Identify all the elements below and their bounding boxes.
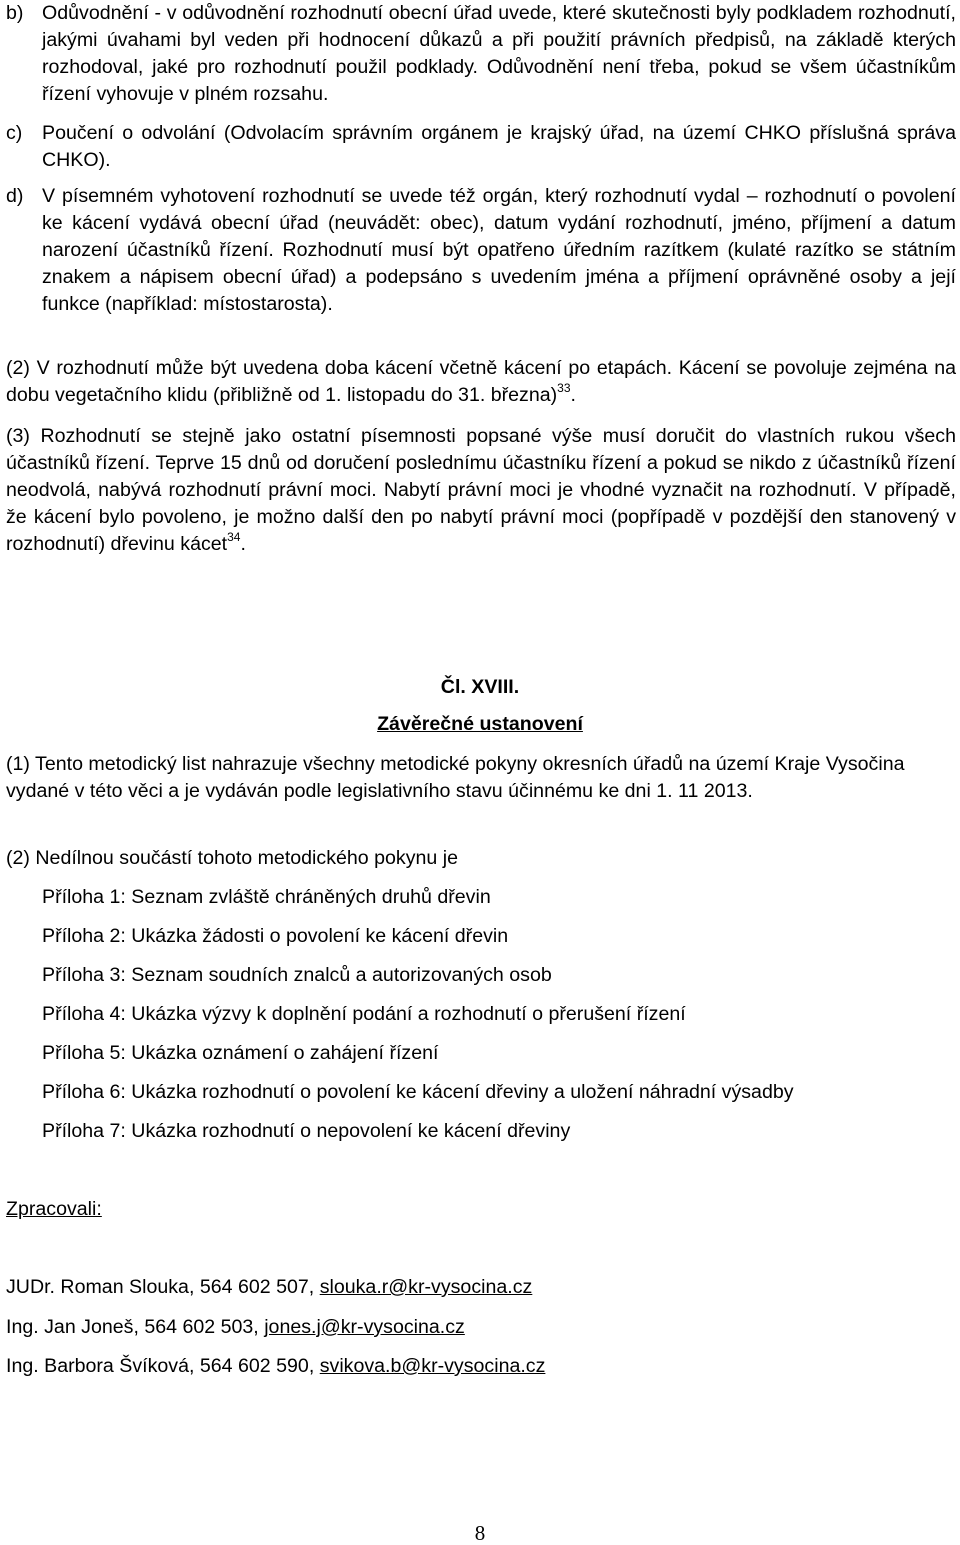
paragraph-c-appeal-notice: Poučení o odvolání (Odvolacím správním orgánem je krajský úřad, na území CHKO příslušná správa CHKO). <box>42 122 956 171</box>
article-title: Závěrečné ustanovení <box>377 713 583 735</box>
attachment-item: Příloha 6: Ukázka rozhodnutí o povolení ke kácení dřeviny a uložení náhradní výsadby <box>42 1081 794 1103</box>
author-name-phone: Ing. Barbora Švíková, 564 602 590, <box>6 1355 320 1377</box>
paragraph-3-tail: . <box>240 533 246 555</box>
author-email-link[interactable]: slouka.r@kr-vysocina.cz <box>319 1276 533 1298</box>
paragraph-2-tail: . <box>570 384 576 406</box>
item-marker-d: d) <box>6 185 24 207</box>
attachment-item: Příloha 1: Seznam zvláště chráněných druhů dřevin <box>42 886 491 908</box>
author-line <box>6 1353 545 1380</box>
item-marker-b: b) <box>6 2 24 24</box>
footnote-ref-34[interactable]: 34 <box>227 530 241 544</box>
final-paragraph-1: (1) Tento metodický list nahrazuje všechny metodické pokyny okresních úřadů na území Kraje Vysočina vydané v této věci a je vydáván podle legislativního stavu účinnému ke dni 1. 11 2013. <box>6 753 905 802</box>
item-marker-c: c) <box>6 122 23 144</box>
attachment-item: Příloha 3: Seznam soudních znalců a autorizovaných osob <box>42 964 552 986</box>
paragraph-3-text: (3) Rozhodnutí se stejně jako ostatní písemnosti popsané výše musí doručit do vlastních rukou všech účastníků řízení. Teprve 15 dnů od doručení poslednímu účastníku řízení a pokud se nikdo z účastníků řízení neodvolá, nabývá rozhodnutí právní moci. Nabytí právní moci je vhodné vyznačit na rozhodnutí. V případě, že kácení bylo povoleno, je možno další den po nabytí právní moci (popřípadě v pozdější den stanovený v rozhodnutí) dřevinu kácet <box>6 425 956 555</box>
page-number: 8 <box>474 1521 486 1545</box>
attachment-item: Příloha 4: Ukázka výzvy k doplnění podání a rozhodnutí o přerušení řízení <box>42 1003 686 1025</box>
footnote-ref-33[interactable]: 33 <box>557 381 571 395</box>
author-name-phone: JUDr. Roman Slouka, 564 602 507, <box>6 1276 320 1298</box>
attachment-item: Příloha 7: Ukázka rozhodnutí o nepovolení ke kácení dřeviny <box>42 1120 571 1142</box>
attachment-item: Příloha 2: Ukázka žádosti o povolení ke kácení dřevin <box>42 925 509 947</box>
paragraph-2-felling-period <box>6 355 956 409</box>
author-line <box>6 1314 465 1341</box>
paragraph-3-delivery <box>6 423 956 558</box>
author-line <box>6 1274 532 1301</box>
paragraph-b-justification: Odůvodnění - v odůvodnění rozhodnutí obecní úřad uvede, které skutečnosti byly podkladem rozhodnutí, jakými úvahami byl veden při hodnocení důkazů a při použití právních předpisů, na základě kterých rozhodoval, jaké pro rozhodnutí použil podklady. Odůvodnění není třeba, pokud se všem účastníkům řízení vyhovuje v plném rozsahu. <box>42 2 956 105</box>
article-number: Čl. XVIII. <box>440 676 520 698</box>
final-paragraph-2: (2) Nedílnou součástí tohoto metodického pokynu je <box>6 847 459 869</box>
author-email-link[interactable]: svikova.b@kr-vysocina.cz <box>319 1355 546 1377</box>
attachment-item: Příloha 5: Ukázka oznámení o zahájení řízení <box>42 1042 439 1064</box>
author-email-link[interactable]: jones.j@kr-vysocina.cz <box>264 1316 465 1338</box>
paragraph-d-written-decision: V písemném vyhotovení rozhodnutí se uvede též orgán, který rozhodnutí vydal – rozhodnutí o povolení ke kácení vydává obecní úřad (neuvádět: obec), datum vydání rozhodnutí, jméno, příjmení a datum narození účastníků řízení. Rozhodnutí musí být opatřeno úředním razítkem (kulaté razítko se státním znakem a nápisem obecní úřad) a podepsáno s uvedením jména a příjmení oprávněné osoby a její funkce (například: místostarosta). <box>42 185 956 315</box>
authors-heading: Zpracovali: <box>6 1198 102 1220</box>
author-name-phone: Ing. Jan Joneš, 564 602 503, <box>6 1316 265 1338</box>
paragraph-2-text: (2) V rozhodnutí může být uvedena doba kácení včetně kácení po etapách. Kácení se povoluje zejména na dobu vegetačního klidu (přibližně od 1. listopadu do 31. března) <box>6 357 956 406</box>
